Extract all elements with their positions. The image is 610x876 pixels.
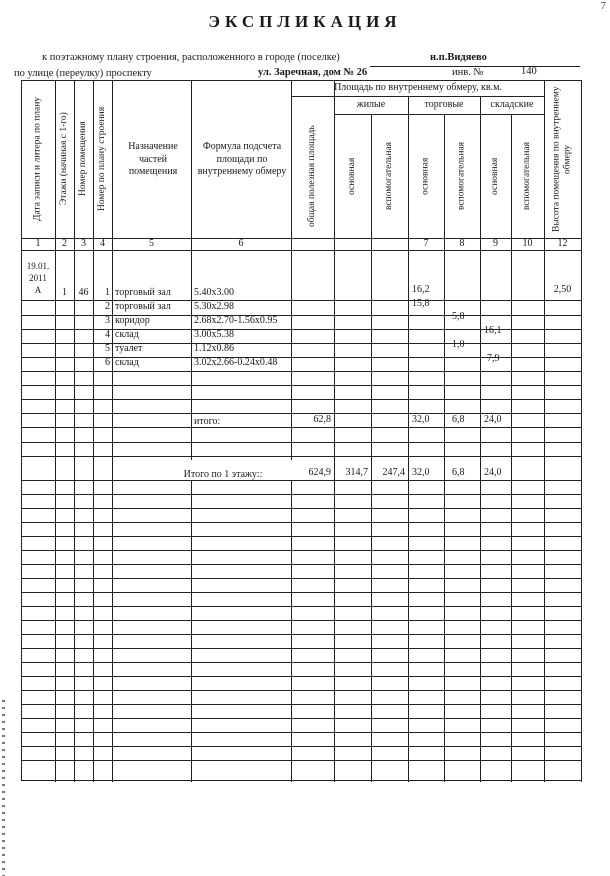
- floor-total-label: Итого по 1 этажу::: [183, 469, 263, 480]
- header-line1-prefix: к поэтажному плану строения, расположенного в городе (поселке): [42, 52, 340, 63]
- col-date-header: Дата записи и литера по плану: [32, 96, 43, 222]
- plan-number: 6: [105, 357, 110, 368]
- header-inv-label: инв. №: [452, 67, 484, 78]
- colnum-3: 3: [81, 238, 86, 249]
- trade-aux-value: 1,0: [452, 339, 465, 350]
- trade-header: торговые: [424, 99, 464, 111]
- header-city: н.п.Видяево: [430, 52, 487, 63]
- colnum-4: 4: [100, 238, 105, 249]
- header-inv-number: 140: [521, 66, 537, 77]
- trade-aux-header: вспомогательная: [456, 141, 467, 211]
- residential-header: жилые: [356, 99, 386, 111]
- area-formula: 1.12x0.86: [194, 343, 234, 354]
- perforation-edge: [2, 700, 5, 876]
- area-formula: 3.02x2.66-0.24x0.48: [194, 357, 278, 368]
- area-formula: 3.00x5.38: [194, 329, 234, 340]
- floor-total-storage-main: 24,0: [484, 467, 502, 478]
- colnum-7: 7: [423, 238, 429, 249]
- room-purpose: торговый зал: [115, 287, 171, 298]
- col-height-header: Высота помещения по внутреннему обмеру: [551, 86, 573, 232]
- colnum-5: 5: [149, 238, 154, 249]
- res-aux-header: вспомогательная: [384, 141, 395, 211]
- storage-main-value: 16,1: [484, 325, 502, 336]
- plan-number: 4: [105, 329, 110, 340]
- colnum-8: 8: [459, 238, 465, 249]
- trade-main-value: 15,8: [412, 298, 430, 309]
- entry-date: 19.01.: [26, 261, 50, 271]
- col-room-header: Номер помещения: [78, 121, 89, 197]
- trade-main-value: 16,2: [412, 284, 430, 295]
- plan-number: 5: [105, 343, 110, 354]
- storage-main-header: основная: [490, 157, 501, 195]
- colnum-9: 9: [493, 238, 498, 249]
- colnum-12: 12: [557, 238, 568, 249]
- col-formula-header: Формула подсчета площади по внутреннему обмеру: [197, 141, 287, 178]
- floor-total-trade-aux: 6,8: [452, 467, 465, 478]
- trade-main-header: основная: [420, 157, 431, 195]
- floor-total-res-main: 314,7: [345, 467, 368, 478]
- entry-room-number: 46: [78, 287, 89, 298]
- room-purpose: склад: [115, 357, 139, 368]
- area-group-header: Площадь по внутреннему обмеру, кв.м.: [334, 82, 502, 94]
- col-total-header: общая полезная площадь: [307, 125, 318, 227]
- trade-aux-value: 5,8: [452, 311, 465, 322]
- area-formula: 5.40x3.00: [194, 287, 234, 298]
- room-purpose: туалет: [115, 343, 143, 354]
- room-purpose: коридор: [115, 315, 150, 326]
- plan-number: 2: [105, 301, 110, 312]
- area-formula: 5.30x2.98: [194, 301, 234, 312]
- res-main-header: основная: [347, 157, 358, 195]
- entry-year: 2011: [29, 273, 47, 283]
- colnum-6: 6: [238, 238, 244, 249]
- floor-total-trade-main: 32,0: [412, 467, 430, 478]
- entry-height: 2,50: [553, 284, 572, 295]
- page-number-mark: 7: [600, 0, 606, 12]
- subtotal-storage-main: 24,0: [484, 414, 502, 425]
- floor-total-area: 624,9: [308, 467, 331, 478]
- subtotal-trade-main: 32,0: [412, 414, 430, 425]
- plan-number: 1: [105, 287, 110, 298]
- storage-header: складские: [490, 99, 534, 111]
- room-purpose: торговый зал: [115, 301, 171, 312]
- subtotal-label: итого:: [194, 416, 221, 427]
- plan-number: 3: [105, 315, 110, 326]
- colnum-2: 2: [62, 238, 67, 249]
- room-purpose: склад: [115, 329, 139, 340]
- explication-table: [21, 80, 582, 782]
- header-line2-prefix: по улице (переулку) проспекту: [14, 68, 152, 79]
- col-plan-header: Номер по плану строения: [97, 106, 108, 212]
- colnum-1: 1: [35, 238, 41, 249]
- document-title: ЭКСПЛИКАЦИЯ: [208, 12, 402, 31]
- subtotal-total-area: 62,8: [313, 414, 331, 425]
- col-floor-header: Этажи (начиная с 1-го): [59, 112, 70, 206]
- colnum-10: 10: [522, 238, 533, 249]
- header-address: ул. Заречная, дом № 26: [258, 67, 368, 78]
- storage-aux-header: вспомогательная: [522, 141, 533, 211]
- entry-litera: А: [34, 285, 42, 295]
- area-formula: 2.68x2.70-1.56x0.95: [194, 315, 278, 326]
- storage-main-value: 7,9: [487, 353, 500, 364]
- floor-total-res-aux: 247,4: [382, 467, 405, 478]
- col-purpose-header: Назначение частей помещения: [128, 141, 178, 178]
- entry-floor: 1: [62, 287, 67, 298]
- subtotal-trade-aux: 6,8: [452, 414, 465, 425]
